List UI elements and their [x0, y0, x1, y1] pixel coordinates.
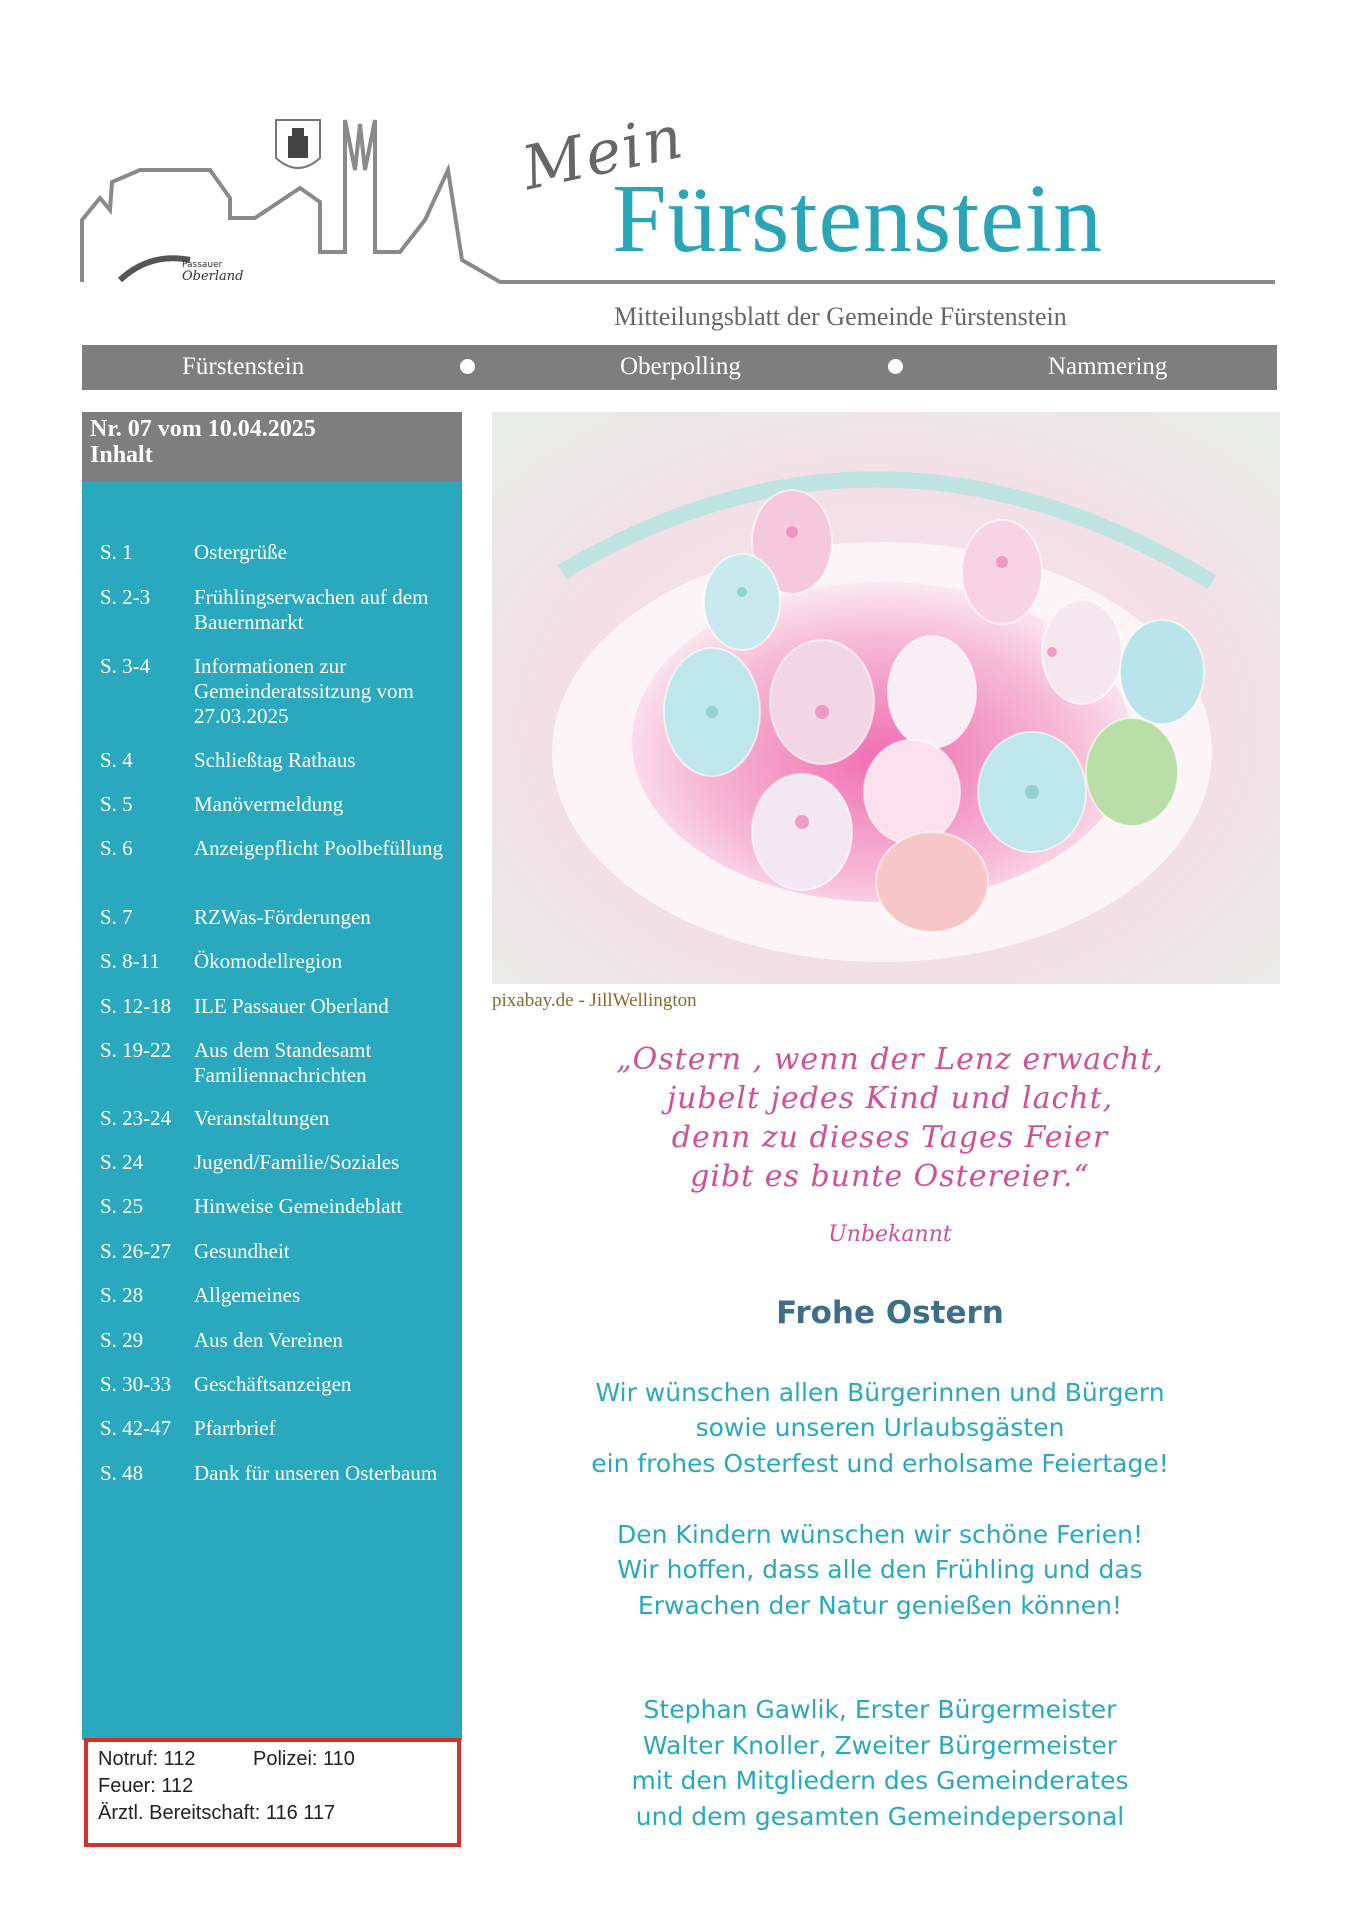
toc-title: Veranstaltungen — [194, 1106, 330, 1130]
nav-bar — [82, 345, 1277, 390]
coat-of-arms-icon — [276, 120, 320, 168]
toc-title: Anzeigepflicht Poolbefüllung — [194, 836, 444, 860]
toc-page: S. 7 — [100, 905, 133, 929]
toc-title: Manövermeldung — [194, 792, 344, 816]
toc-page: S. 42-47 — [100, 1416, 172, 1440]
toc-title: Frühlingserwachen auf dem Bauernmarkt — [194, 585, 429, 634]
quote-line: „Ostern , wenn der Lenz erwacht, — [616, 1042, 1164, 1077]
greeting-line: Den Kindern wünschen wir schöne Ferien! — [617, 1520, 1143, 1549]
toc-page: S. 3-4 — [100, 654, 151, 678]
greeting-line: sowie unseren Urlaubsgästen — [695, 1413, 1065, 1442]
toc-title: Hinweise Gemeindeblatt — [194, 1194, 403, 1218]
signature-line: und dem gesamten Gemeindepersonal — [635, 1802, 1125, 1831]
toc-page: S. 25 — [100, 1194, 144, 1218]
greeting-line: Erwachen der Natur genießen können! — [637, 1591, 1123, 1620]
toc-page: S. 30-33 — [100, 1372, 172, 1396]
toc-page: S. 24 — [100, 1150, 144, 1174]
toc-title: Informationen zur Gemeinderatssitzung vom 27.03.2025 — [194, 654, 414, 728]
toc-title: Jugend/Familie/Soziales — [194, 1150, 400, 1174]
toc-title: Ökomodellregion — [194, 949, 343, 973]
region-logo-bottom: Oberland — [182, 269, 244, 284]
toc-title: Dank für unseren Osterbaum — [194, 1461, 438, 1485]
photo-credit: pixabay.de - JillWellington — [492, 990, 697, 1011]
quote-line: denn zu dieses Tages Feier — [671, 1120, 1109, 1155]
issue-number: Nr. 07 vom 10.04.2025 — [90, 416, 316, 442]
signature-line: Walter Knoller, Zweiter Bürgermeister — [642, 1731, 1118, 1760]
easter-eggs-photo — [492, 412, 1280, 984]
nav-item-fuerstenstein[interactable]: Fürstenstein — [182, 353, 305, 380]
signature-line: Stephan Gawlik, Erster Bürgermeister — [643, 1695, 1117, 1724]
contents-label: Inhalt — [90, 442, 153, 468]
toc-title: Aus den Vereinen — [194, 1328, 343, 1352]
table-of-contents — [82, 482, 462, 1740]
greeting-line: ein frohes Osterfest und erholsame Feiertage! — [591, 1449, 1169, 1478]
greeting-line: Wir wünschen allen Bürgerinnen und Bürgern — [595, 1378, 1165, 1407]
nav-separator-dot — [460, 359, 475, 374]
toc-page: S. 23-24 — [100, 1106, 172, 1130]
toc-page: S. 5 — [100, 792, 133, 816]
region-logo-top: Passauer — [182, 260, 223, 270]
subtitle: Mitteilungsblatt der Gemeinde Fürstenstein — [614, 302, 1067, 331]
emergency-numbers — [84, 1738, 461, 1847]
nav-item-oberpolling[interactable]: Oberpolling — [620, 353, 741, 380]
greeting-line: Wir hoffen, dass alle den Frühling und das — [617, 1555, 1143, 1584]
nav-separator-dot — [888, 359, 903, 374]
brand-prefix: Mein — [516, 101, 691, 205]
quote-author: Unbekannt — [828, 1222, 952, 1247]
emergency-notruf: Notruf: 112 — [98, 1748, 196, 1770]
toc-page: S. 48 — [100, 1461, 144, 1485]
toc-title: Geschäftsanzeigen — [194, 1372, 352, 1396]
quote-line: jubelt jedes Kind und lacht, — [666, 1081, 1114, 1116]
toc-page: S. 2-3 — [100, 585, 151, 609]
emergency-feuer: Feuer: 112 — [98, 1775, 194, 1797]
toc-title: Aus dem Standesamt Familiennachrichten — [194, 1038, 372, 1087]
toc-page: S. 19-22 — [100, 1038, 172, 1062]
emergency-polizei: Polizei: 110 — [253, 1748, 355, 1770]
toc-page: S. 8-11 — [100, 949, 160, 973]
toc-page: S. 28 — [100, 1283, 144, 1307]
greeting-title: Frohe Ostern — [776, 1295, 1004, 1331]
toc-page: S. 29 — [100, 1328, 144, 1352]
toc-title: ILE Passauer Oberland — [194, 994, 389, 1018]
toc-page: S. 6 — [100, 836, 133, 860]
toc-title: Gesundheit — [194, 1239, 290, 1263]
emergency-arzt: Ärztl. Bereitschaft: 116 117 — [98, 1802, 336, 1824]
signature-line: mit den Mitgliedern des Gemeinderates — [631, 1766, 1129, 1795]
issue-header — [82, 412, 462, 482]
toc-title: Ostergrüße — [194, 540, 287, 564]
quote-line: gibt es bunte Ostereier.“ — [690, 1159, 1090, 1194]
brand-title: Fürstenstein — [612, 165, 1104, 273]
toc-title: Allgemeines — [194, 1283, 301, 1307]
nav-item-nammering[interactable]: Nammering — [1048, 353, 1168, 380]
toc-title: RZWas-Förderungen — [194, 905, 371, 929]
toc-page: S. 12-18 — [100, 994, 172, 1018]
toc-page: S. 1 — [100, 540, 133, 564]
toc-title: Pfarrbrief — [194, 1416, 276, 1440]
toc-page: S. 26-27 — [100, 1239, 172, 1263]
toc-page: S. 4 — [100, 748, 133, 772]
toc-title: Schließtag Rathaus — [194, 748, 356, 772]
